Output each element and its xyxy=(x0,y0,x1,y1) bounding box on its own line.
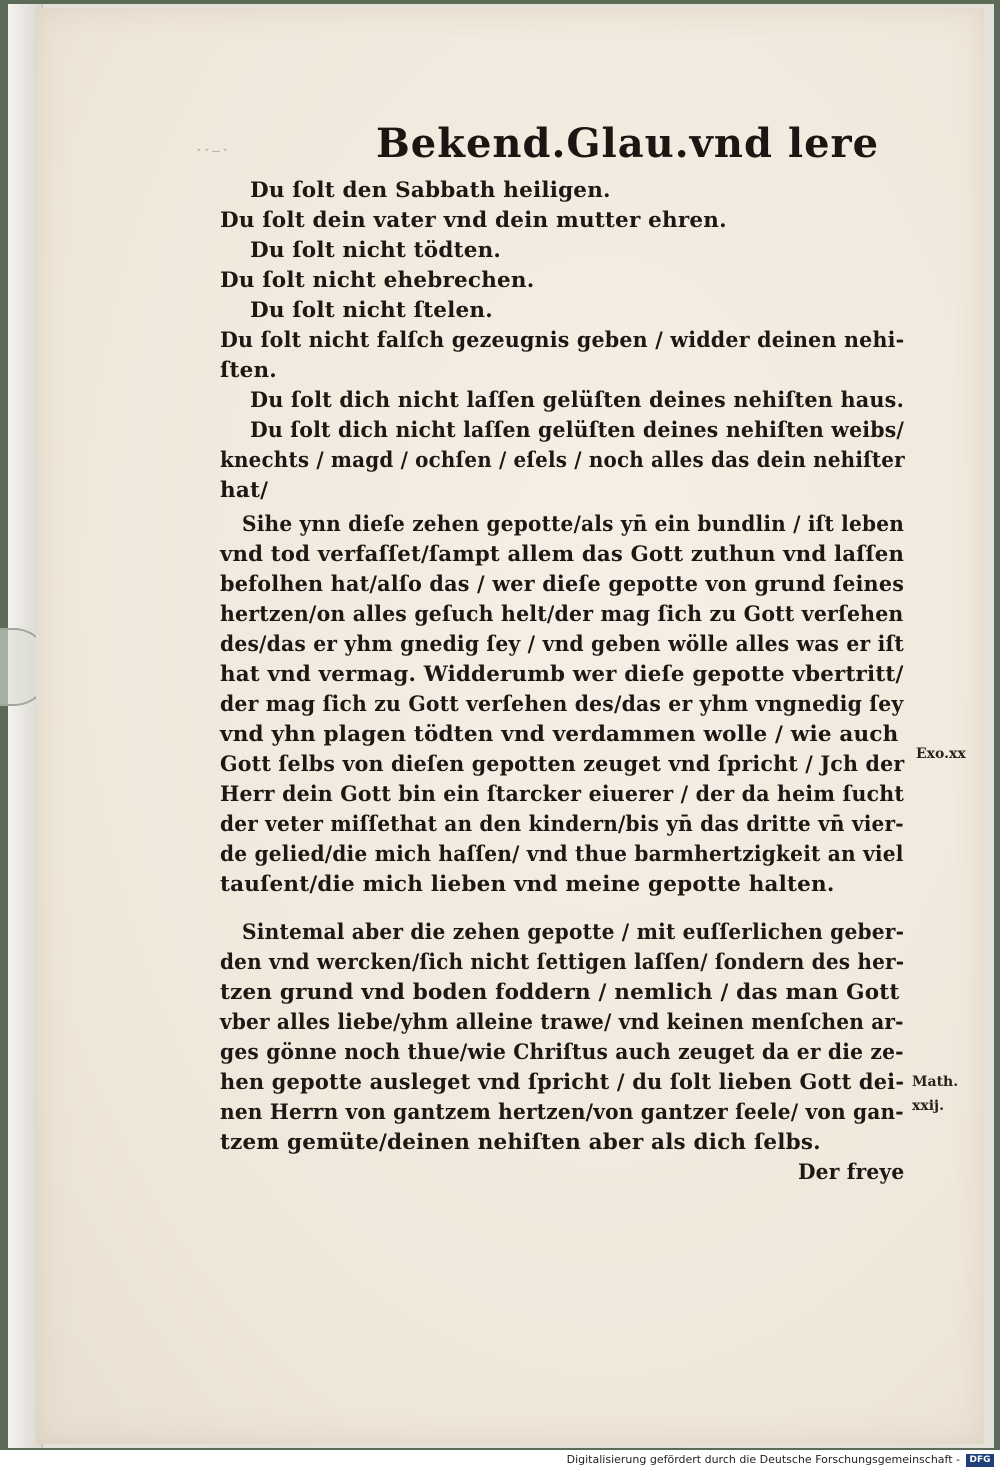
margin-note: Exo.xx xyxy=(916,746,966,762)
text-line: tauſent/die mich lieben vnd meine gepotte halten. xyxy=(220,872,835,897)
text-line: Du ſolt dich nicht laſſen gelüſten deines nehiſten haus. xyxy=(250,388,904,413)
text-line: hertzen/on alles geſuch helt/der mag ſich zu Gott verſehen xyxy=(220,602,904,627)
text-line: nen Herrn von gantzem hertzen/von gantzer ſeele/ von gan- xyxy=(220,1100,904,1125)
text-line: ges gönne noch thue/wie Chriſtus auch zeuget da er die ze- xyxy=(220,1040,904,1065)
text-line: ſten. xyxy=(220,358,277,383)
catchword: Der freye xyxy=(798,1160,905,1185)
text-line: knechts / magd / ochſen / eſels / noch alles das dein nehiſter xyxy=(220,448,905,473)
book-page xyxy=(36,8,984,1444)
text-line: Sintemal aber die zehen gepotte / mit euſſerlichen geber- xyxy=(242,920,905,945)
text-line: vnd tod verfaſſet/ſampt allem das Gott zuthun vnd laſſen xyxy=(220,542,905,567)
text-line: der veter miſſethat an den kindern/bis yn̄ das dritte vn̄ vier- xyxy=(220,812,904,837)
text-line: Du ſolt dein vater vnd dein mutter ehren. xyxy=(220,208,727,233)
text-line: Du ſolt dich nicht laſſen gelüſten deines nehiſten weibs/ xyxy=(250,418,905,443)
text-line: tzem gemüte/deinen nehiſten aber als dich ſelbs. xyxy=(220,1130,821,1155)
body-text xyxy=(36,8,984,1444)
text-line: vber alles liebe/yhm alleine trawe/ vnd keinen menſchen ar- xyxy=(220,1010,904,1035)
margin-note: Math. xyxy=(912,1074,959,1090)
text-line: den vnd wercken/ſich nicht ſettigen laſſen/ ſondern des her- xyxy=(220,950,905,975)
dfg-logo-icon: DFG xyxy=(966,1454,994,1467)
text-line: vnd yhn plagen tödten vnd verdammen wolle / wie auch xyxy=(220,722,899,747)
text-line: der mag ſich zu Gott verſehen des/das er yhm vngnedig ſey xyxy=(220,692,904,717)
text-line: hen gepotte ausleget vnd ſpricht / du ſolt lieben Gott dei- xyxy=(220,1070,905,1095)
text-line: Du ſolt nicht falſch gezeugnis geben / widder deinen nehi- xyxy=(220,328,905,353)
margin-note: xxij. xyxy=(912,1098,944,1114)
funding-credit: Digitalisierung gefördert durch die Deutsche Forschungsgemeinschaft - xyxy=(566,1453,960,1466)
text-line: befolhen hat/alſo das / wer dieſe gepotte von grund ſeines xyxy=(220,572,905,597)
text-line: hat vnd vermag. Widderumb wer dieſe gepotte vbertritt/ xyxy=(220,662,904,687)
text-line: hat/ xyxy=(220,478,269,503)
text-line: Du ſolt nicht tödten. xyxy=(250,238,502,263)
footer-bar xyxy=(0,1452,1000,1470)
running-head: Bekend.Glau.vnd lere xyxy=(376,120,880,167)
text-line: Herr dein Gott bin ein ſtarcker eiuerer / der da heim ſucht xyxy=(220,782,904,807)
text-line: Du ſolt den Sabbath heiligen. xyxy=(250,178,611,203)
text-line: Du ſolt nicht ſtelen. xyxy=(250,298,493,323)
text-line: Sihe ynn dieſe zehen gepotte/als yn̄ ein bundlin / iſt leben xyxy=(242,512,905,537)
text-line: Du ſolt nicht ehebrechen. xyxy=(220,268,535,293)
text-line: Gott ſelbs von dieſen gepotten zeuget vnd ſpricht / Jch der xyxy=(220,752,905,777)
text-line: de gelied/die mich haſſen/ vnd thue barmhertzigkeit an viel xyxy=(220,842,904,867)
text-line: tzen grund vnd boden foddern / nemlich / das man Gott xyxy=(220,980,900,1005)
text-line: des/das er yhm gnedig ſey / vnd geben wölle alles was er iſt xyxy=(220,632,904,657)
ghost-mark: ··–· xyxy=(196,140,231,161)
